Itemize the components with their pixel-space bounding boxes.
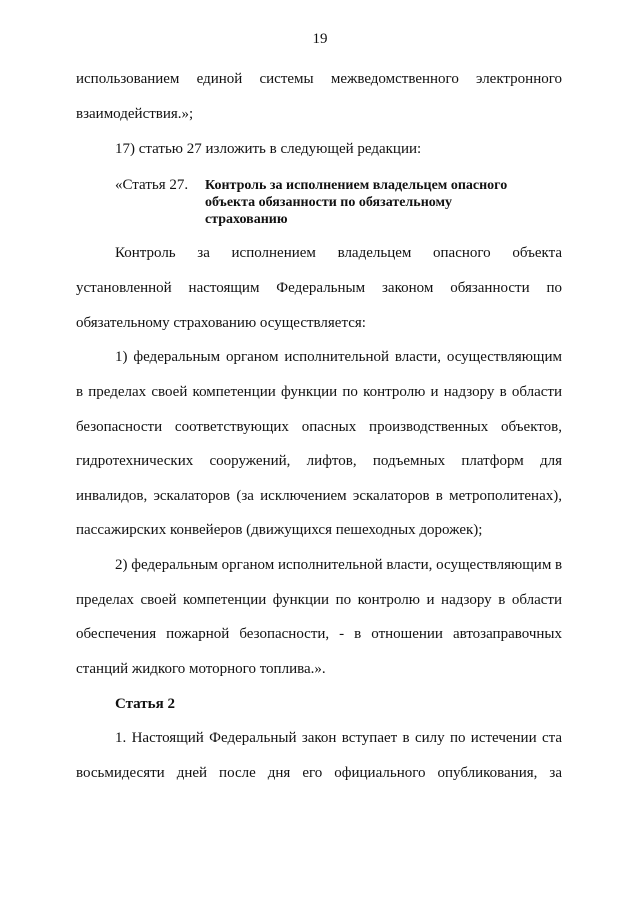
text-line: пределах своей компетенции функции по контролю и надзору в области bbox=[76, 592, 562, 608]
text-line: установленной настоящим Федеральным законом обязанности по bbox=[76, 280, 562, 296]
text-line: безопасности соответствующих опасных производственных объектов, bbox=[76, 419, 562, 435]
article-27-title-line: Контроль за исполнением владельцем опасного bbox=[205, 178, 508, 193]
text-line: пассажирских конвейеров (движущихся пешеходных дорожек); bbox=[76, 522, 483, 538]
text-line: обеспечения пожарной безопасности, - в отношении автозаправочных bbox=[76, 626, 562, 642]
text-line: станций жидкого моторного топлива.». bbox=[76, 661, 326, 677]
text-line: использованием единой системы межведомственного электронного bbox=[76, 71, 562, 87]
text-line: гидротехнических сооружений, лифтов, подъемных платформ для bbox=[76, 453, 562, 469]
text-line: в пределах своей компетенции функции по контролю и надзору в области bbox=[76, 384, 562, 400]
article-27-label: «Статья 27. bbox=[115, 177, 189, 193]
text-line: 2) федеральным органом исполнительной власти, осуществляющим в bbox=[115, 557, 563, 573]
text-line: 1) федеральным органом исполнительной власти, осуществляющим bbox=[115, 349, 562, 365]
text-line: взаимодействия.»; bbox=[76, 106, 194, 122]
text-line: инвалидов, эскалаторов (за исключением эскалаторов в метрополитенах), bbox=[76, 488, 562, 504]
article-27-title-line: страхованию bbox=[205, 212, 288, 227]
article-2-heading: Статья 2 bbox=[115, 696, 175, 712]
page-number: 19 bbox=[312, 31, 328, 47]
text-line: восьмидесяти дней после дня его официального опубликования, за bbox=[76, 765, 562, 781]
text-line: обязательному страхованию осуществляется: bbox=[76, 315, 366, 331]
text-line: Контроль за исполнением владельцем опасного объекта bbox=[115, 245, 562, 261]
article-27-title-line: объекта обязанности по обязательному bbox=[205, 195, 453, 210]
text-line: 1. Настоящий Федеральный закон вступает в силу по истечении ста bbox=[115, 730, 562, 746]
text-line: 17) статью 27 изложить в следующей редакции: bbox=[115, 141, 422, 157]
